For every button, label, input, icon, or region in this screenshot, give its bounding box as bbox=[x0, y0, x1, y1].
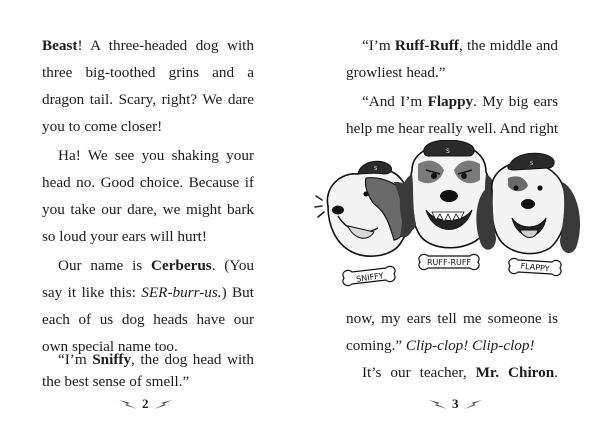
text-line: coming.” Clip-clop! Clip-clop! bbox=[346, 337, 535, 354]
text-line: the best sense of smell.” bbox=[42, 373, 190, 390]
text-line: you to come closer! bbox=[42, 118, 163, 135]
svg-text:SNIFFY: SNIFFY bbox=[355, 271, 385, 284]
text-line: growliest head.” bbox=[346, 64, 446, 81]
text-line: It’s our teacher, Mr. Chiron. bbox=[362, 364, 558, 381]
text-line: Beast! A three-headed dog with bbox=[42, 37, 254, 54]
text-line: Our name is Cerberus. (You bbox=[58, 257, 255, 274]
text-line: you take our dare, we might bark bbox=[42, 201, 254, 218]
text-line: so loud your ears will hurt! bbox=[42, 228, 207, 245]
lightning-bolt-icon bbox=[153, 398, 173, 410]
page-number: 3 bbox=[428, 396, 483, 412]
flappy-tag bbox=[509, 258, 561, 275]
text-line: own special name too. bbox=[42, 338, 178, 355]
text-line: each of us dog heads have our bbox=[42, 311, 254, 328]
right-page bbox=[300, 0, 600, 446]
text-line: Ha! We see you shaking your bbox=[58, 147, 254, 164]
ruff-ruff-tag bbox=[419, 254, 479, 269]
text-line: “I’m Sniffy, the dog head with bbox=[58, 351, 254, 368]
text-line: help me hear really well. And right bbox=[346, 120, 559, 137]
sniffy-tag bbox=[343, 266, 395, 285]
svg-text:FLAPPY: FLAPPY bbox=[520, 261, 550, 274]
svg-text:S: S bbox=[374, 166, 378, 172]
text-line: three big-toothed grins and a bbox=[42, 64, 254, 81]
lightning-bolt-icon bbox=[428, 398, 448, 410]
page-number: 2 bbox=[118, 396, 173, 412]
text-line: “And I’m Flappy. My big ears bbox=[362, 93, 558, 110]
three-dog-heads-illustration bbox=[314, 140, 586, 300]
svg-text:S: S bbox=[530, 161, 534, 167]
text-line: say it like this: SER-burr-us.) But bbox=[42, 284, 254, 301]
text-line: dragon tail. Scary, right? We dare bbox=[42, 91, 254, 108]
flappy-dog-icon bbox=[476, 153, 580, 253]
text-line: “I’m Ruff-Ruff, the middle and bbox=[362, 37, 558, 54]
svg-text:S: S bbox=[446, 148, 450, 155]
lightning-bolt-icon bbox=[118, 398, 138, 410]
svg-text:RUFF-RUFF: RUFF-RUFF bbox=[426, 258, 472, 267]
lightning-bolt-icon bbox=[463, 398, 483, 410]
text-line: head no. Good choice. Because if bbox=[42, 174, 254, 191]
text-line: now, my ears tell me someone is bbox=[346, 310, 558, 327]
